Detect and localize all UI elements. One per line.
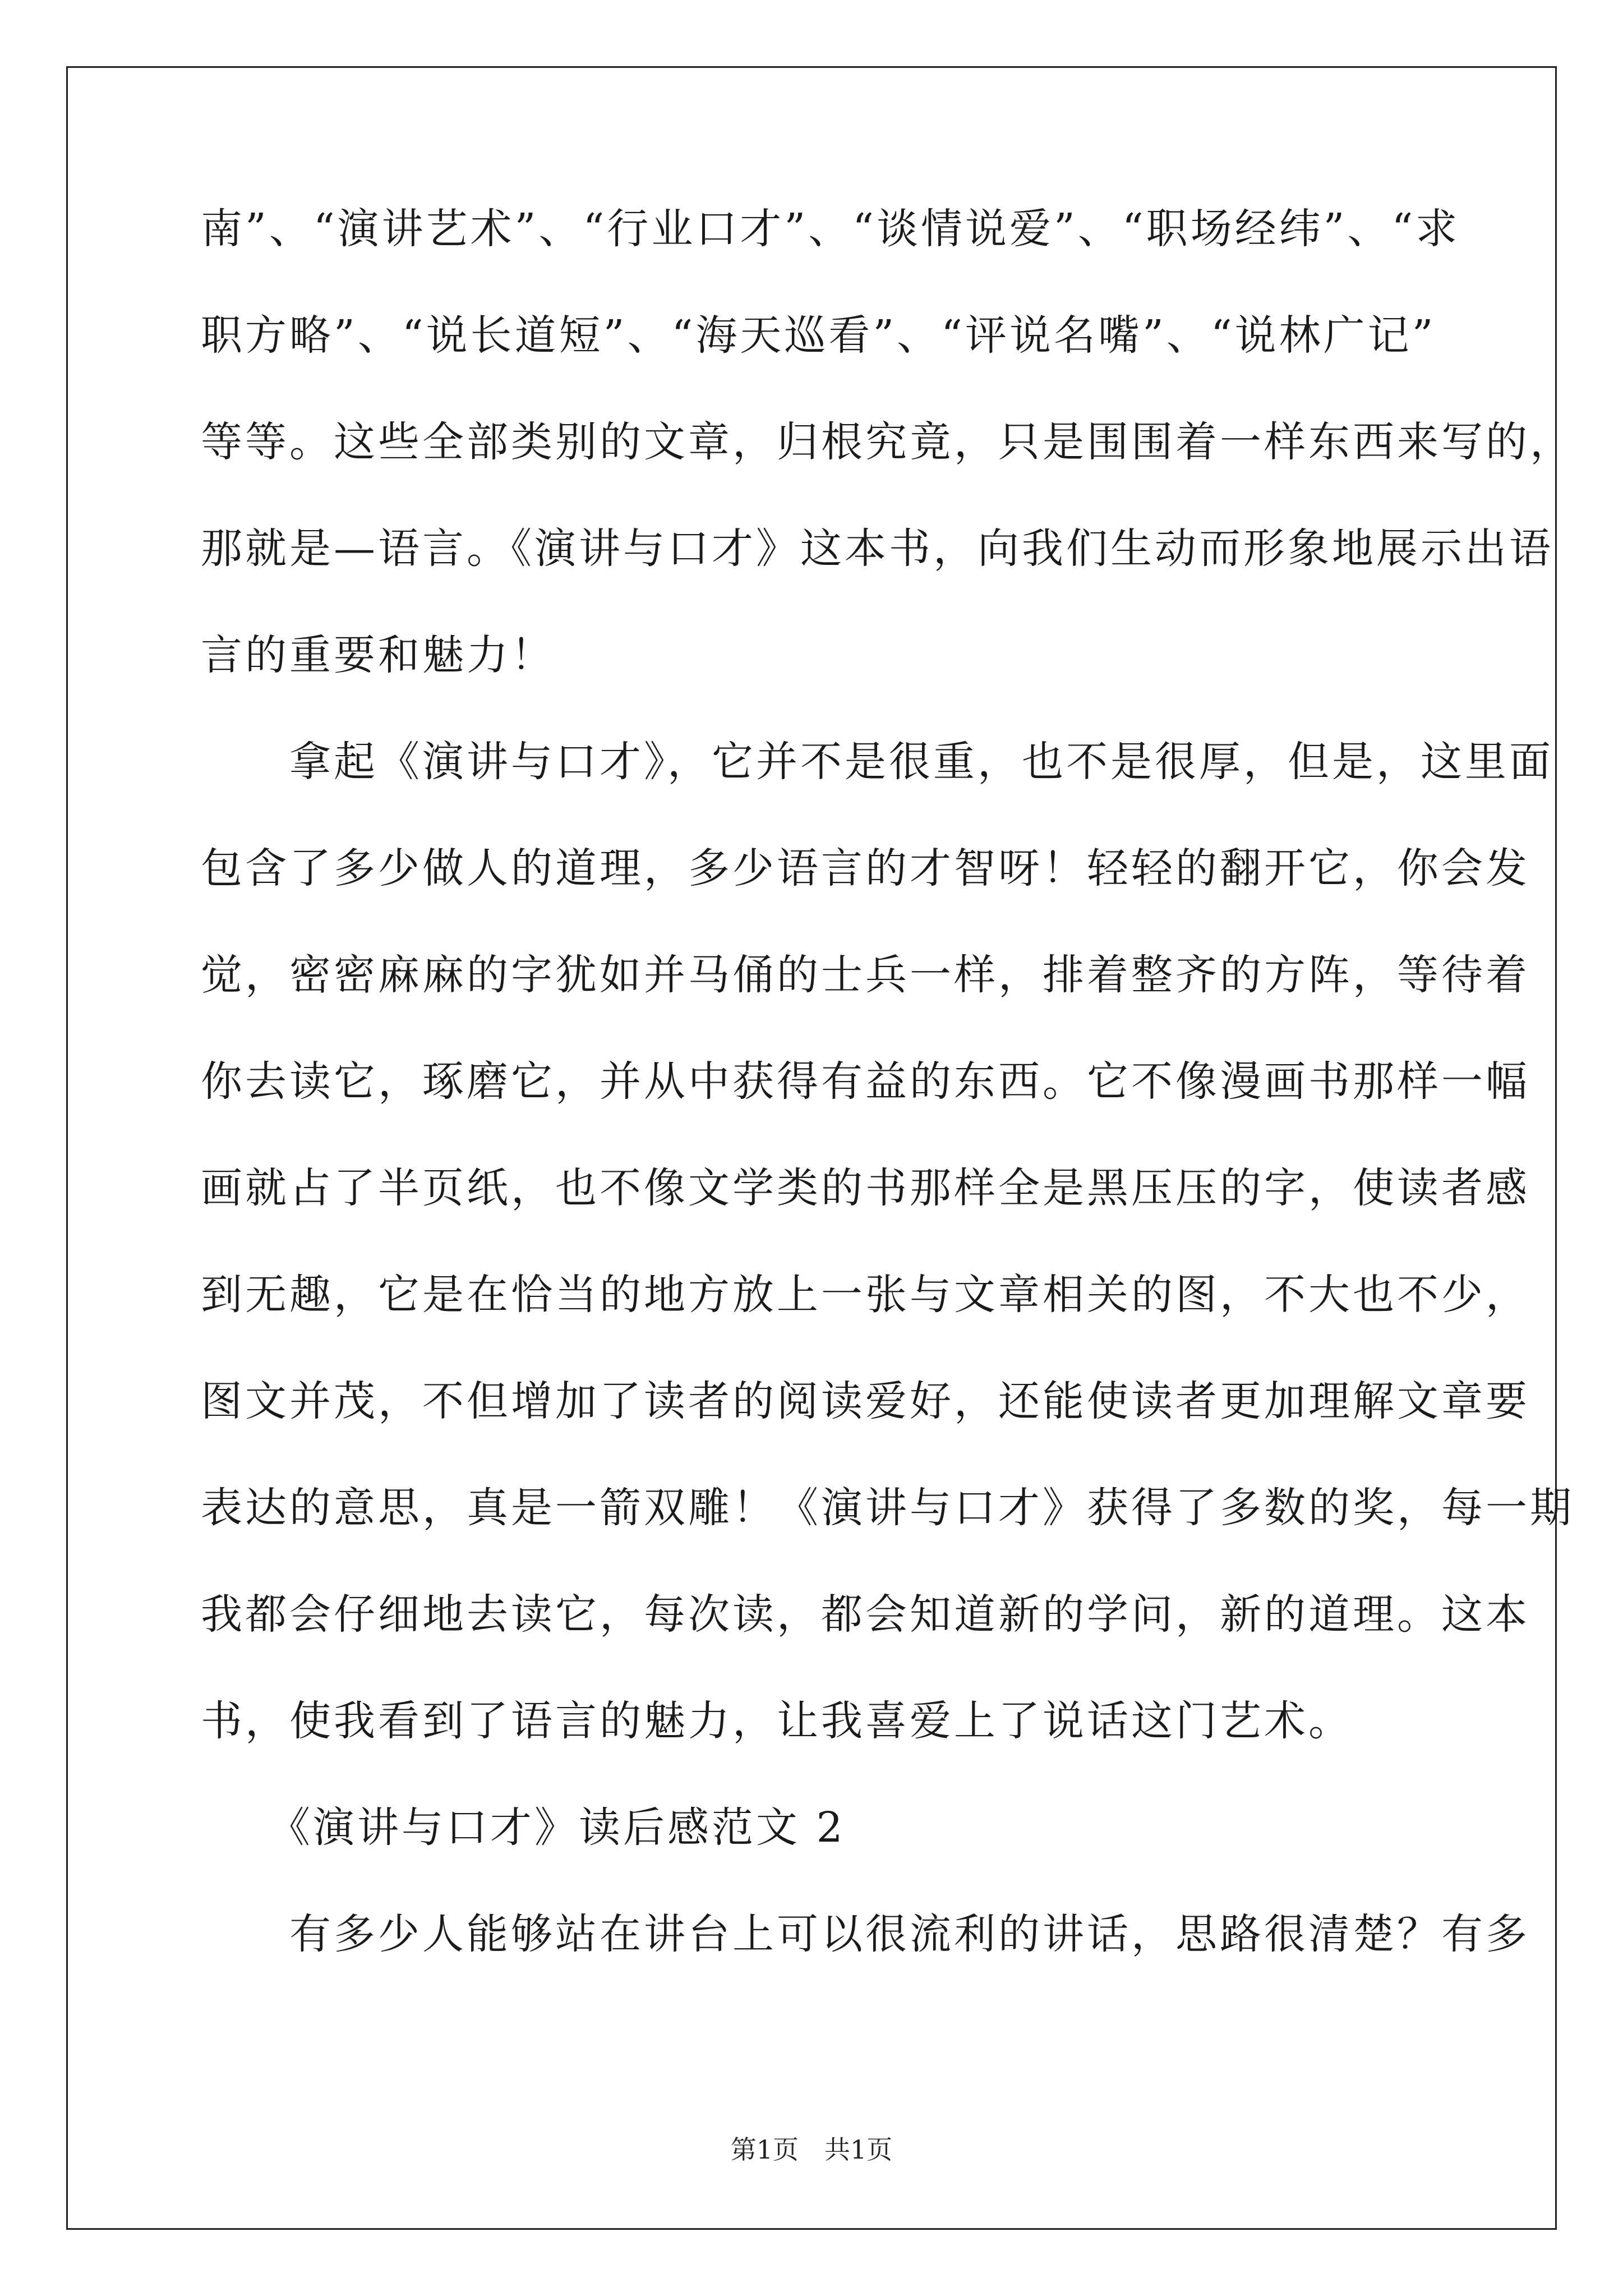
text-line: 图文并茂，不但增加了读者的阅读爱好，还能使读者更加理解文章要 <box>201 1377 1530 1425</box>
text-line: 觉，密密麻麻的字犹如并马俑的士兵一样，排着整齐的方阵，等待着 <box>201 951 1530 999</box>
text-line: 到无趣，它是在恰当的地方放上一张与文章相关的图，不大也不少， <box>201 1271 1530 1319</box>
text-line: 书，使我看到了语言的魅力，让我喜爱上了说话这门艺术。 <box>201 1697 1353 1745</box>
paragraph-start-line: 拿起《演讲与口才》，它并不是很重，也不是很厚，但是，这里面 <box>201 738 1553 786</box>
text-line: 职方略”、“说长道短”、“海天巡看”、“评说名嘴”、“说林广记” <box>201 311 1436 360</box>
section-heading: 《演讲与口才》读后感范文 2 <box>201 1803 846 1852</box>
text-line: 你去读它，琢磨它，并从中获得有益的东西。它不像漫画书那样一幅 <box>201 1057 1530 1106</box>
text-line: 那就是—语言。《演讲与口才》这本书，向我们生动而形象地展示出语 <box>201 524 1553 573</box>
text-line: 表达的意思，真是一箭双雕！《演讲与口才》获得了多数的奖，每一期 <box>201 1484 1574 1532</box>
text-line: 我都会仔细地去读它，每次读，都会知道新的学问，新的道理。这本 <box>201 1590 1530 1639</box>
page-border <box>66 66 1557 2230</box>
text-line: 言的重要和魅力！ <box>201 631 555 679</box>
paragraph-start-line: 有多少人能够站在讲台上可以很流利的讲话，思路很清楚？有多 <box>201 1910 1530 1958</box>
text-line: 等等。这些全部类别的文章，归根究竟，只是围围着一样东西来写的， <box>201 418 1574 466</box>
text-line: 包含了多少做人的道理，多少语言的才智呀！轻轻的翻开它，你会发 <box>201 844 1530 892</box>
text-line: 南”、“演讲艺术”、“行业口才”、“谈情说爱”、“职场经纬”、“求 <box>201 205 1460 253</box>
page-footer: 第1页 共1页 <box>730 2134 893 2165</box>
text-line: 画就占了半页纸，也不像文学类的书那样全是黑压压的字，使读者感 <box>201 1164 1530 1212</box>
